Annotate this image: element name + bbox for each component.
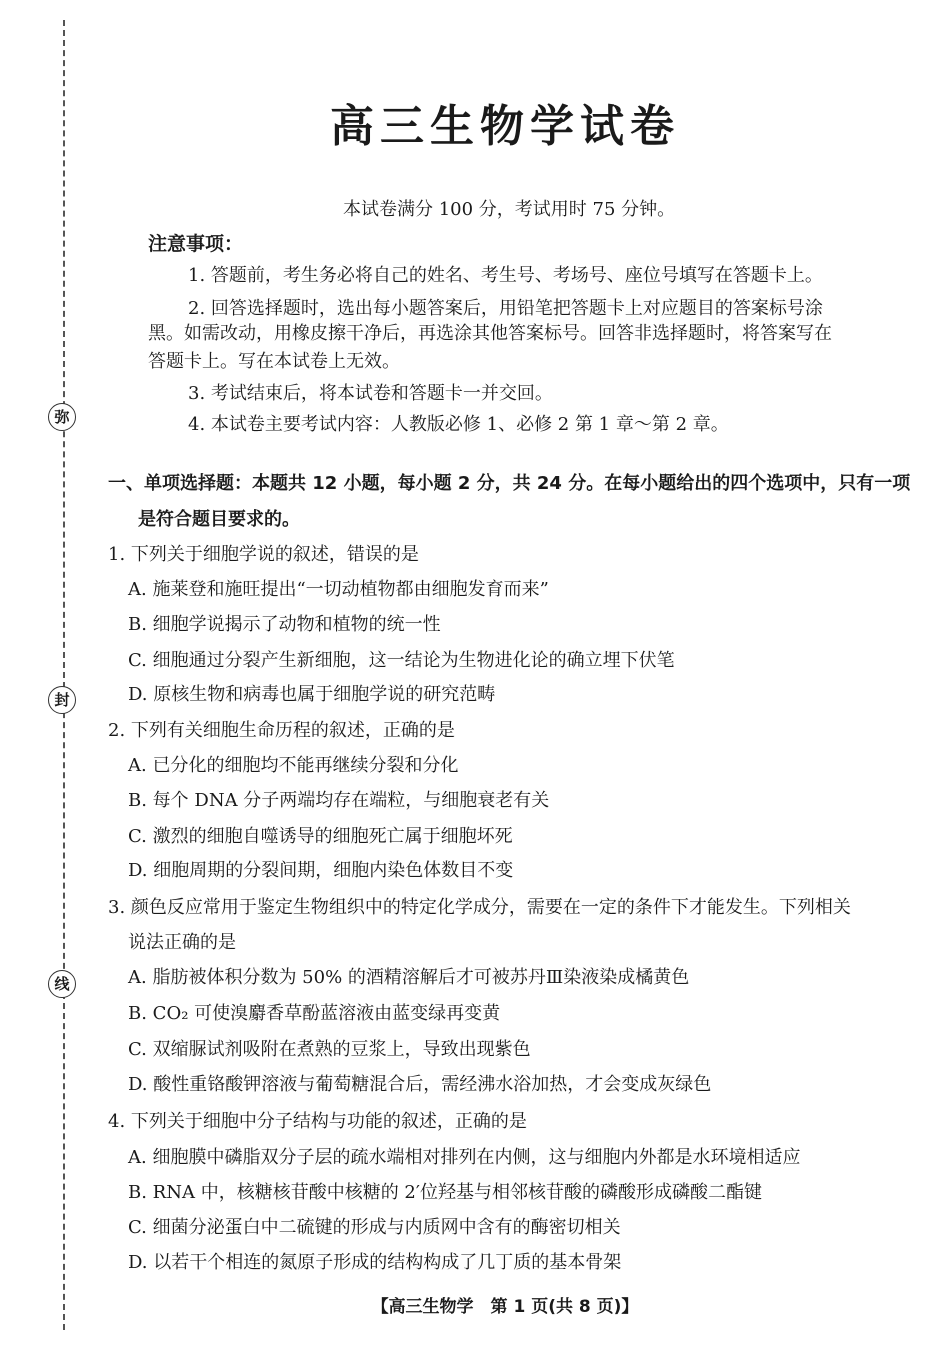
- question-stem: 3. 颜色反应常用于鉴定生物组织中的特定化学成分，需要在一定的条件下才能发生。下列相关: [108, 897, 851, 918]
- option-b: B. CO₂ 可使溴麝香草酚蓝溶液由蓝变绿再变黄: [128, 1003, 501, 1024]
- notice-line: 答题卡上。写在本试卷上无效。: [148, 351, 400, 372]
- notice-line: 1. 答题前，考生务必将自己的姓名、考生号、考场号、座位号填写在答题卡上。: [188, 265, 823, 286]
- option-d: D. 细胞周期的分裂间期，细胞内染色体数目不变: [128, 860, 514, 881]
- option-d: D. 酸性重铬酸钾溶液与葡萄糖混合后，需经沸水浴加热，才会变成灰绿色: [128, 1074, 712, 1095]
- option-c: C. 细菌分泌蛋白中二硫键的形成与内质网中含有的酶密切相关: [128, 1217, 621, 1238]
- option-a: A. 已分化的细胞均不能再继续分裂和分化: [128, 755, 459, 776]
- page-title: 高三生物学试卷: [330, 101, 680, 152]
- option-c: C. 双缩脲试剂吸附在煮熟的豆浆上，导致出现紫色: [128, 1039, 531, 1060]
- notice-line: 4. 本试卷主要考试内容：人教版必修 1、必修 2 第 1 章～第 2 章。: [188, 414, 729, 435]
- option-a: A. 施莱登和施旺提出“一切动植物都由细胞发育而来”: [128, 579, 549, 600]
- page-footer: 【高三生物学 第 1 页(共 8 页)】: [371, 1297, 639, 1317]
- option-d: D. 以若干个相连的氮原子形成的结构构成了几丁质的基本骨架: [128, 1252, 622, 1273]
- seal-mark-feng: 封: [48, 686, 76, 714]
- notice-line: 2. 回答选择题时，选出每小题答案后，用铅笔把答题卡上对应题目的答案标号涂: [188, 298, 823, 319]
- option-b: B. RNA 中，核糖核苷酸中核糖的 2′位羟基与相邻核苷酸的磷酸形成磷酸二酯键: [128, 1182, 762, 1203]
- notice-line: 黑。如需改动，用橡皮擦干净后，再选涂其他答案标号。回答非选择题时，将答案写在: [148, 323, 832, 344]
- binding-dashed-line: [63, 20, 65, 1330]
- option-c: C. 激烈的细胞自噬诱导的细胞死亡属于细胞坏死: [128, 826, 513, 847]
- question-stem-cont: 说法正确的是: [128, 932, 236, 953]
- exam-info: 本试卷满分 100 分，考试用时 75 分钟。: [343, 199, 676, 220]
- option-a: A. 细胞膜中磷脂双分子层的疏水端相对排列在内侧，这与细胞内外都是水环境相适应: [128, 1147, 801, 1168]
- section-heading-cont: 是符合题目要求的。: [138, 509, 300, 530]
- notice-heading: 注意事项：: [148, 233, 244, 255]
- option-c: C. 细胞通过分裂产生新细胞，这一结论为生物进化论的确立埋下伏笔: [128, 650, 675, 671]
- seal-mark-xian: 线: [48, 970, 76, 998]
- option-b: B. 每个 DNA 分子两端均存在端粒，与细胞衰老有关: [128, 790, 550, 811]
- notice-line: 3. 考试结束后，将本试卷和答题卡一并交回。: [188, 383, 553, 404]
- question-stem: 4. 下列关于细胞中分子结构与功能的叙述，正确的是: [108, 1111, 527, 1132]
- seal-mark-mi: 弥: [48, 403, 76, 431]
- option-b: B. 细胞学说揭示了动物和植物的统一性: [128, 614, 441, 635]
- question-stem: 2. 下列有关细胞生命历程的叙述，正确的是: [108, 720, 455, 741]
- question-stem: 1. 下列关于细胞学说的叙述，错误的是: [108, 544, 419, 565]
- option-a: A. 脂肪被体积分数为 50% 的酒精溶解后才可被苏丹Ⅲ染液染成橘黄色: [128, 967, 690, 988]
- option-d: D. 原核生物和病毒也属于细胞学说的研究范畴: [128, 684, 496, 705]
- section-heading: 一、单项选择题：本题共 12 小题，每小题 2 分，共 24 分。在每小题给出的四个选项中，只有一项: [108, 473, 911, 494]
